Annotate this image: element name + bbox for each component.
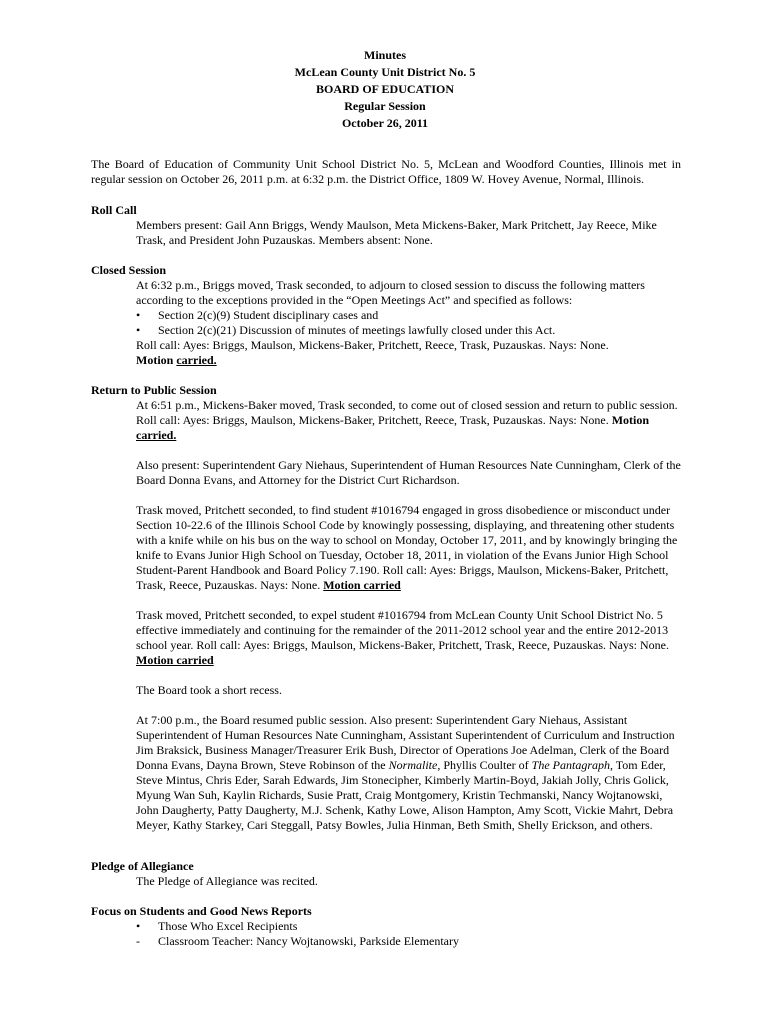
return-session-section xyxy=(91,383,686,833)
pantagraph-title: The Pantagraph xyxy=(531,758,610,772)
resumed-text-b: , Phyllis Coulter of xyxy=(437,758,529,772)
intro-paragraph: The Board of Education of Community Unit School District No. 5, McLean and Woodford Counties, Illinois met in regular session on October 26, 2011 p.m. at 6:32 p.m. the District Office, 1809 W. Hovey Avenue, Normal, Illinois. xyxy=(91,157,681,186)
closed-session-section xyxy=(91,263,686,368)
return-session-text xyxy=(136,398,686,443)
focus-title: Focus on Students and Good News Reports xyxy=(91,904,312,918)
closed-session-bullet-2: • Section 2(c)(21) Discussion of minutes of meetings lawfully closed under this Act. xyxy=(136,323,686,338)
expel-student-paragraph xyxy=(136,608,686,668)
motion-carried: carried. xyxy=(136,428,177,442)
resumed-text-a: At 7:00 p.m., the Board resumed public session. Also present: Superintendent Gary Niehaus, Assistant Superintendent of Human Resources Nate Cunningham, Assistant Superintendent of Curriculum and Instruction Jim Braksick, Business Manager/Treasurer Erik Bush, Director of Operations Joe Adelman, Clerk of the Board Donna Evans, Dayna Brown, Steve Robinson of the xyxy=(136,713,675,772)
pledge-text: The Pledge of Allegiance was recited. xyxy=(136,874,318,888)
expel-student-text: Trask moved, Pritchett seconded, to expel student #1016794 from McLean County Unit School District No. 5 effective immediately and continuing for the remainder of the 2011-2012 school year and the entire 2012-2013 school year. Roll call: Ayes: Briggs, Maulson, Mickens-Baker, Pritchett, Trask, Reece, Puzauskas. Nays: None. xyxy=(136,608,670,652)
also-present-paragraph: Also present: Superintendent Gary Niehaus, Superintendent of Human Resources Nate Cunningham, Clerk of the Board Donna Evans, and Attorney for the District Curt Richardson. xyxy=(136,458,681,487)
header-board: BOARD OF EDUCATION xyxy=(315,82,454,96)
focus-bullet: • Those Who Excel Recipients xyxy=(91,919,686,934)
return-session-title: Return to Public Session xyxy=(91,383,217,397)
roll-call-title: Roll Call xyxy=(91,203,137,217)
header-district: McLean County Unit District No. 5 xyxy=(294,65,476,79)
document-header xyxy=(0,47,770,132)
normalite-title: Normalite xyxy=(388,758,438,772)
pledge-section xyxy=(91,859,686,889)
header-date: October 26, 2011 xyxy=(341,116,429,130)
return-session-body xyxy=(91,398,686,833)
find-motion-carried: Motion carried xyxy=(323,578,401,592)
closed-session-motion xyxy=(136,353,686,368)
focus-section xyxy=(91,904,686,949)
return-session-text-content: At 6:51 p.m., Mickens-Baker moved, Trask seconded, to come out of closed session and return to public session. Roll call: Ayes: Briggs, Maulson, Mickens-Baker, Pritchett, Reece, Trask, Puzauskas. Nays: None. xyxy=(136,398,678,427)
focus-sub-item xyxy=(91,934,686,949)
dash-marker: - xyxy=(136,934,140,948)
closed-session-text: At 6:32 p.m., Briggs moved, Trask seconded, to adjourn to closed session to discuss the following matters according to the exceptions provided in the “Open Meetings Act” and specified as follows: xyxy=(136,278,645,307)
roll-call-section xyxy=(91,203,686,248)
motion-label: Motion xyxy=(611,413,650,427)
find-student-text: Trask moved, Pritchett seconded, to find student #1016794 engaged in gross disobedience or misconduct under Section 10-22.6 of the Illinois School Code by knowingly possessing, displaying, and threatening other students with a knife while on his bus on the way to school on Monday, October 17, 2011, and by knowingly bringing the knife to Evans Junior High School on Tuesday, October 18, 2011, in violation of the Evans Junior High School Student-Parent Handbook and Board Policy 7.190. Roll call: Ayes: Briggs, Maulson, Mickens-Baker, Pritchett, Trask, Reece, Puzauskas. Nays: None. xyxy=(136,503,678,592)
resumed-session-paragraph xyxy=(136,713,686,833)
closed-session-title: Closed Session xyxy=(91,263,167,277)
closed-session-roll-call: Roll call: Ayes: Briggs, Maulson, Mickens-Baker, Pritchett, Reece, Trask, Puzauskas. Nays: None. xyxy=(136,338,609,352)
find-student-paragraph xyxy=(136,503,686,593)
roll-call-text: Members present: Gail Ann Briggs, Wendy Maulson, Meta Mickens-Baker, Mark Pritchett, Jay Reece, Mike Trask, and President John Puzauskas. Members absent: None. xyxy=(136,218,657,247)
expel-motion-carried: Motion carried xyxy=(136,653,214,667)
header-minutes: Minutes xyxy=(364,48,406,62)
pledge-title: Pledge of Allegiance xyxy=(91,859,194,873)
header-session-type: Regular Session xyxy=(344,99,426,113)
resumed-text-c: , Tom Eder, Steve Mintus, Chris Eder, Sarah Edwards, Jim Stonecipher, Kimberly Martin-Boyd, Jakiah Jolly, Chris Golick, Myung Wan Suh, Kaylin Richards, Susie Pratt, Craig Montgomery, Kristin Techmanski, Nancy Wojtanowski, John Daugherty, Patty Daugherty, M.J. Schenk, Kathy Lowe, Alison Hampton, Amy Scott, Vickie Mahrt, Debra Meyer, Kathy Starkey, Cari Steggall, Patsy Bowles, Julia Hinman, Beth Smith, Shelly Erickson, and others. xyxy=(136,758,674,832)
motion-carried: carried. xyxy=(176,353,217,367)
motion-label: Motion xyxy=(136,353,174,367)
closed-session-bullet-1: • Section 2(c)(9) Student disciplinary cases and xyxy=(136,308,686,323)
focus-sub-text: Classroom Teacher: Nancy Wojtanowski, Parkside Elementary xyxy=(158,934,460,948)
closed-session-body xyxy=(91,278,686,368)
recess-paragraph: The Board took a short recess. xyxy=(136,683,282,697)
